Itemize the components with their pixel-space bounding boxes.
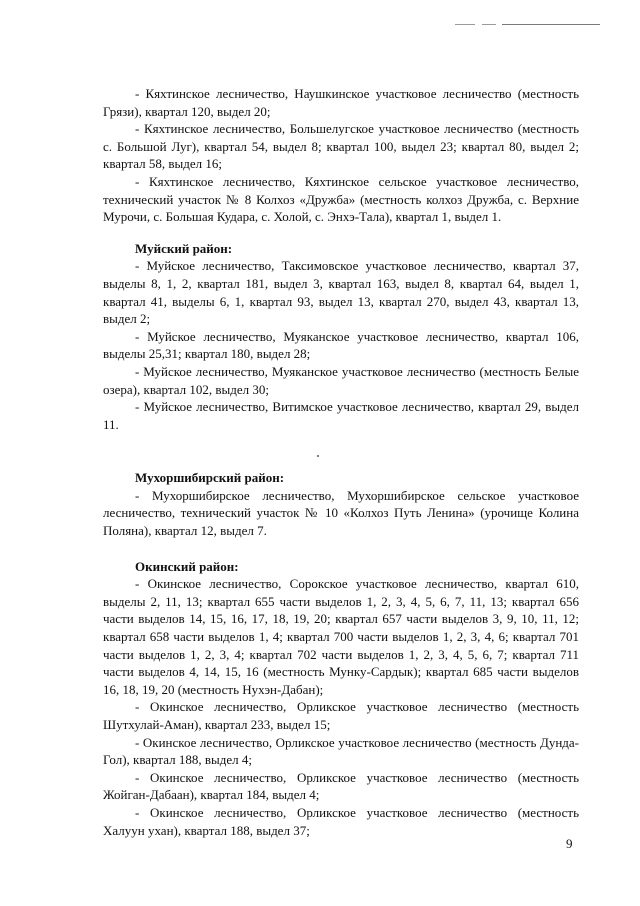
- list-item: - Окинское лесничество, Орликское участковое лесничество (местность Дунда-Гол), квартал 188, выдел 4;: [103, 734, 579, 768]
- spacer: [103, 433, 579, 469]
- spacer: [103, 540, 579, 558]
- list-item: - Мухоршибирское лесничество, Мухоршибирское сельское участковое лесничество, технический участок № 10 «Колхоз Путь Ленина» (урочище Колина Поляна), квартал 12, выдел 7.: [103, 487, 579, 539]
- section-heading-mukhorshibir: Мухоршибирский район:: [135, 470, 285, 486]
- list-item: - Муйское лесничество, Муяканское участковое лесничество (местность Белые озера), квартал 102, выдел 30;: [103, 363, 579, 397]
- document-body: [103, 85, 579, 839]
- list-item: - Окинское лесничество, Орликское участковое лесничество (местность Жойган-Дабаан), квартал 184, выдел 4;: [103, 769, 579, 803]
- list-item: - Окинское лесничество, Сорокское участковое лесничество, квартал 610, выделы 2, 11, 13; квартал 655 части выделов 1, 2, 3, 4, 5, 6, 7, 11, 13; квартал 656 части выделов 14, 15, 16, 17, 18, 19, 20; квартал 657 части выделов 3, 9, 10, 11, 12; квартал 658 части выделов 1, 4; квартал 700 части выделов 1, 2, 3, 4, 6; квартал 701 части выделов 1, 2, 3, 4; квартал 702 части выделов 1, 2, 3, 4, 5, 6, 7; квартал 711 части выделов 4, 14, 15, 16 (местность Мунку-Сардык); квартал 685 части выделов 16, 18, 19, 20 (местность Нухэн-Дабан);: [103, 576, 579, 697]
- list-item: - Муйское лесничество, Таксимовское участковое лесничество, квартал 37, выделы 8, 1, 2, квартал 181, выдел 3, квартал 163, выдел 8, квартал 64, выдел 1, квартал 41, выделы 6, 1, квартал 93, выдел 13, квартал 270, выдел 43, квартал 13, выдел 2;: [103, 258, 579, 327]
- list-item: - Муйское лесничество, Муяканское участковое лесничество, квартал 106, выделы 25,31; квартал 180, выдел 28;: [103, 328, 579, 362]
- scan-speck: [317, 455, 319, 457]
- list-item: - Кяхтинское лесничество, Наушкинское участковое лесничество (местность Грязи), квартал 120, выдел 20;: [103, 86, 579, 119]
- muya-section: [103, 240, 579, 434]
- section-heading-oka: Окинский район:: [135, 558, 239, 574]
- header-rule-segment: [482, 24, 496, 25]
- mukhorshibir-section: [103, 469, 579, 539]
- list-item: - Окинское лесничество, Орликское участковое лесничество (местность Шутхулай-Аман), квартал 233, выдел 15;: [103, 699, 579, 732]
- list-item: - Муйское лесничество, Витимское участковое лесничество, квартал 29, выдел 11.: [103, 399, 579, 432]
- header-rule-segment: [455, 24, 475, 25]
- oka-section: [103, 558, 579, 840]
- list-item: - Окинское лесничество, Орликское участковое лесничество (местность Халуун ухан), квартал 188, выдел 37;: [103, 804, 579, 838]
- spacer: [103, 226, 579, 240]
- list-item: - Кяхтинское лесничество, Кяхтинское сельское участковое лесничество, технический участок № 8 Колхоз «Дружба» (местность колхоз Дружба, с. Верхние Мурочи, с. Большая Кудара, с. Холой, с. Энхэ-Тала), квартал 1, выдел 1.: [103, 173, 579, 225]
- kyakhta-section: [103, 85, 579, 226]
- header-rule-line: [502, 24, 600, 25]
- list-item: - Кяхтинское лесничество, Большелугское участковое лесничество (местность с. Большой Луг), квартал 54, выдел 8; квартал 100, выдел 23; квартал 80, выдел 2; квартал 58, выдел 16;: [103, 121, 579, 172]
- section-heading-muya: Муйский район:: [135, 240, 233, 256]
- page-number: 9: [566, 836, 573, 851]
